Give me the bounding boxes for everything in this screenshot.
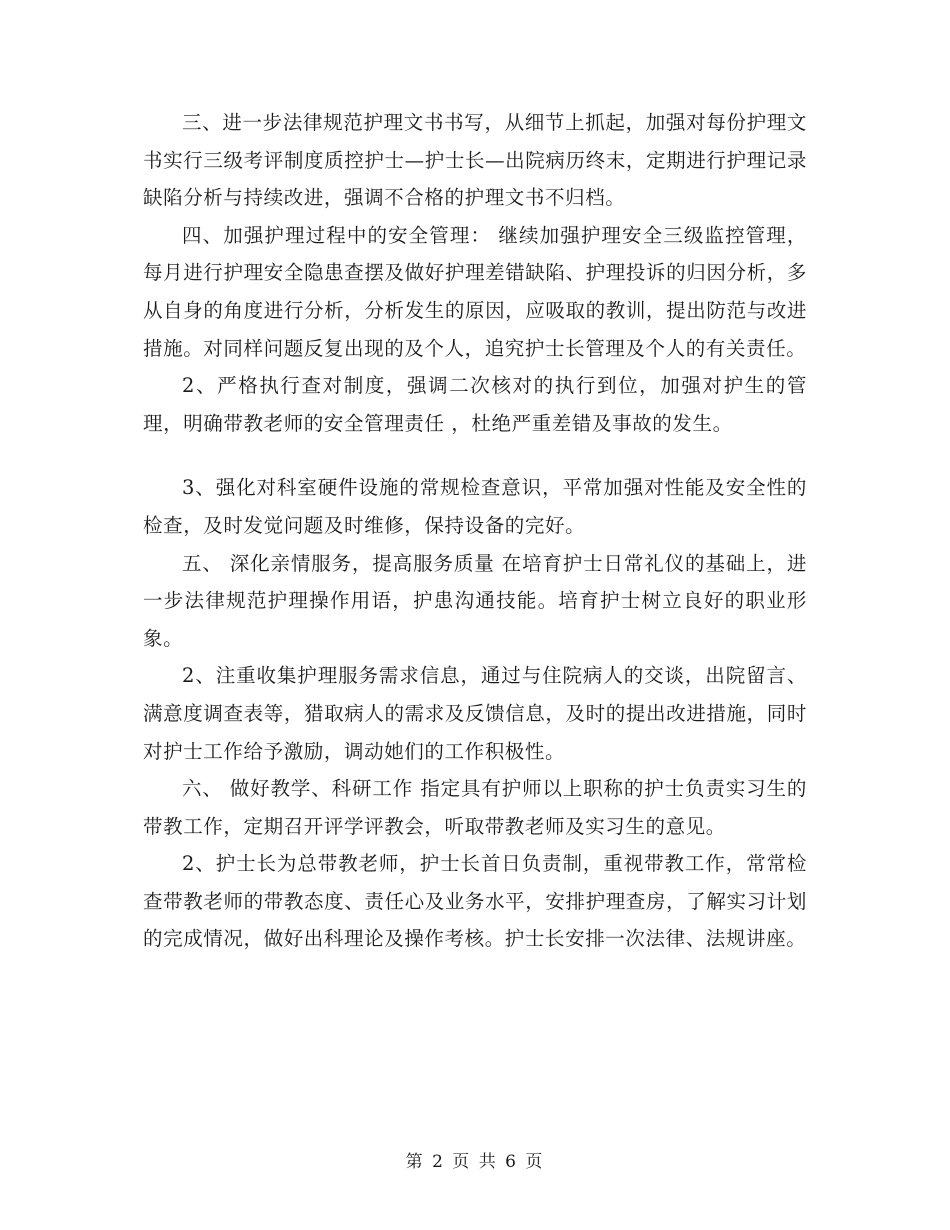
paragraph-section-5: 五、 深化亲情服务，提高服务质量 在培育护士日常礼仪的基础上，进一步法律规范护理操作用语，护患沟通技能。培育护士树立良好的职业形象。: [143, 551, 807, 650]
paragraph-section-5-item-2: 2、注重收集护理服务需求信息，通过与住院病人的交谈，出院留言、满意度调查表等，猎取病人的需求及反馈信息，及时的提出改进措施，同时对护士工作给予激励，调动她们的工作积极性。: [143, 664, 807, 763]
paragraph-section-6: 六、 做好教学、科研工作 指定具有护师以上职称的护士负责实习生的带教工作，定期召开评学评教会，听取带教老师及实习生的意见。: [143, 777, 807, 838]
paragraph-section-4-item-3: 3、强化对科室硬件设施的常规检查意识，平常加强对性能及安全性的检查，及时发觉问题及时维修，保持设备的完好。: [143, 476, 807, 537]
paragraph-section-6-item-2: 2、护士长为总带教老师，护士长首日负责制，重视带教工作，常常检查带教老师的带教态度、责任心及业务水平，安排护理查房，了解实习计划的完成情况，做好出科理论及操作考核。护士长安排一次法律、法规讲座。: [143, 852, 807, 951]
paragraph-section-4-item-2: 2、严格执行查对制度，强调二次核对的执行到位，加强对护生的管理，明确带教老师的安全管理责任 ，杜绝严重差错及事故的发生。: [143, 374, 807, 435]
paragraph-section-3: 三、进一步法律规范护理文书书写，从细节上抓起，加强对每份护理文书实行三级考评制度质控护士—护士长—出院病历终末，定期进行护理记录缺陷分析与持续改进，强调不合格的护理文书不归档。: [143, 111, 807, 210]
page-number-footer: 第 2 页 共 6 页: [405, 1152, 545, 1172]
paragraph-section-4: 四、加强护理过程中的安全管理： 继续加强护理安全三级监控管理，每月进行护理安全隐患查摆及做好护理差错缺陷、护理投诉的归因分析，多从自身的角度进行分析，分析发生的原因，应吸取的教训，提出防范与改进措施。对同样问题反复出现的及个人，追究护士长管理及个人的有关责任。: [143, 223, 807, 360]
document-body: [143, 104, 807, 958]
